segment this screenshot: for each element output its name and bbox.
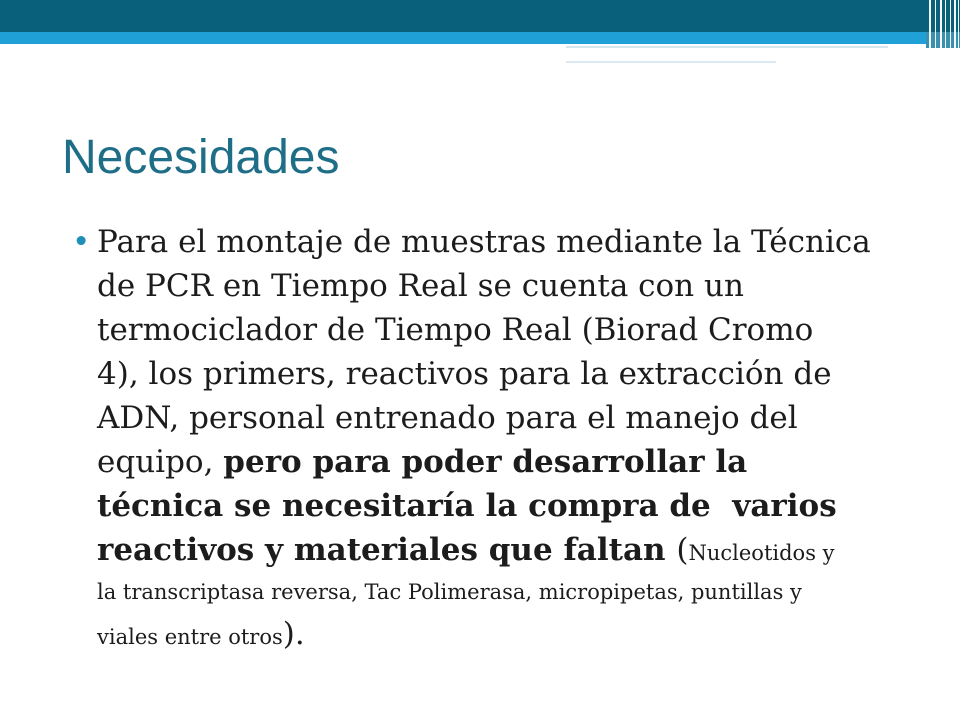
parenthetical-text: Nucleotidos y (688, 541, 835, 565)
text-segment: Para el montaje de muestras mediante la Técnica (97, 224, 871, 260)
parenthetical-text: viales entre otros (97, 625, 283, 649)
slide-title: Necesidades (62, 131, 340, 184)
text-line (97, 440, 947, 484)
emphasis-text: reactivos y materiales que faltan (97, 532, 677, 568)
close-parenthesis: ). (282, 616, 305, 652)
text-segment: termociclador de Tiempo Real (Biorad Cromo (97, 312, 814, 348)
stripe (935, 0, 936, 48)
text-line (97, 484, 947, 528)
text-segment: 4), los primers, reactivos para la extracción de (97, 356, 832, 392)
stripe (945, 0, 946, 48)
decorative-rule-short (566, 61, 776, 63)
bullet-text (97, 220, 947, 656)
text-segment: equipo, (97, 444, 224, 480)
stripe (940, 0, 942, 48)
stripe (958, 0, 959, 48)
text-line (97, 220, 947, 264)
stripe (954, 0, 956, 48)
text-line (97, 528, 947, 572)
emphasis-text: técnica se necesitaría la compra de varios (97, 488, 837, 524)
decorative-rule (566, 46, 888, 48)
decorative-stripes (926, 0, 960, 48)
text-line (97, 264, 947, 308)
stripe (929, 0, 931, 48)
open-parenthesis: ( (676, 532, 689, 568)
text-segment: de PCR en Tiempo Real se cuenta con un (97, 268, 744, 304)
text-line (97, 352, 947, 396)
header-accent-band (0, 32, 926, 44)
text-line (97, 612, 947, 656)
text-line (97, 572, 947, 612)
parenthetical-text: la transcriptasa reversa, Tac Polimerasa, micropipetas, puntillas y (97, 580, 802, 604)
bullet-icon: • (72, 224, 91, 260)
text-line (97, 308, 947, 352)
text-segment: ADN, personal entrenado para el manejo del (97, 400, 798, 436)
emphasis-text: pero para poder desarrollar la (223, 444, 748, 480)
header-band (0, 0, 926, 32)
text-line (97, 396, 947, 440)
stripe (950, 0, 951, 48)
